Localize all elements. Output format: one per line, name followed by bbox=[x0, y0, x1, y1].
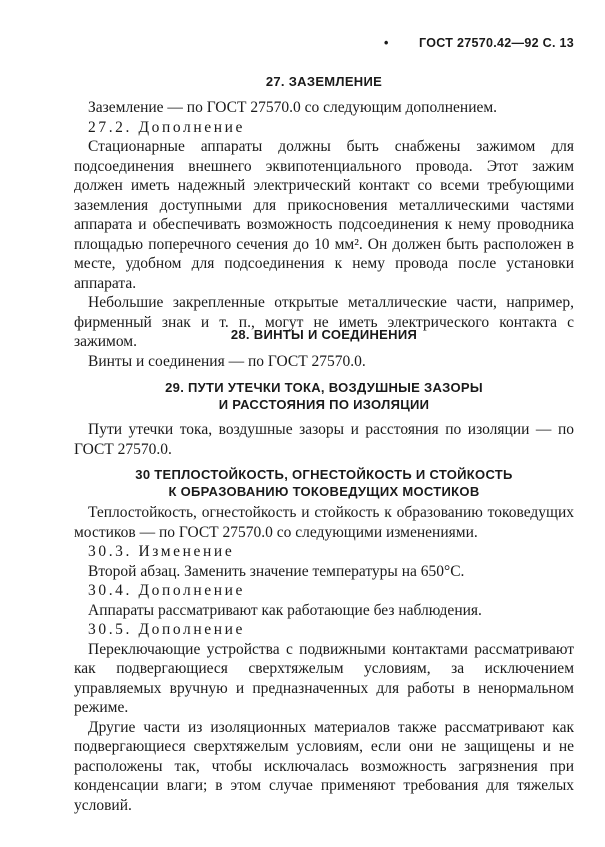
section-29-body bbox=[74, 420, 574, 459]
section-29-text: Пути утечки тока, воздушные зазоры и расстояния по изоляции — по ГОСТ 27570.0. bbox=[74, 421, 574, 458]
clause-30-3: 30.3. Изменение bbox=[88, 543, 235, 560]
section-30-title-line-2: К ОБРАЗОВАНИЮ ТОКОВЕДУЩИХ МОСТИКОВ bbox=[168, 484, 480, 499]
section-30-body bbox=[74, 503, 574, 815]
bullet-mark: • bbox=[384, 36, 389, 50]
section-30 bbox=[74, 466, 574, 500]
section-28 bbox=[74, 326, 574, 343]
section-27 bbox=[74, 73, 574, 90]
clause-30-3-text: Второй абзац. Заменить значение температуры на 650°С. bbox=[88, 562, 465, 580]
section-29-title-line-1: 29. ПУТИ УТЕЧКИ ТОКА, ВОЗДУШНЫЕ ЗАЗОРЫ bbox=[165, 380, 483, 395]
clause-27-2-para-2: Небольшие закрепленные открытые металлические части, например, фирменный знак и т. п., могут не иметь электрического контакта с зажимом. bbox=[74, 294, 574, 350]
standard-page-ref: ГОСТ 27570.42—92 С. 13 bbox=[419, 36, 574, 50]
clause-30-4: 30.4. Дополнение bbox=[88, 582, 246, 599]
section-27-intro: Заземление — по ГОСТ 27570.0 со следующим дополнением. bbox=[88, 99, 498, 116]
section-27-title: 27. ЗАЗЕМЛЕНИЕ bbox=[265, 74, 383, 89]
clause-30-5-para-2: Другие части из изоляционных материалов также рассматривают как подвергающиеся сверхтяжелым условиям, если они не защищены и не расположены так, чтобы исключалась возможность загрязнения при конденсации влаги; в этом случае применяют требования для тяжелых условий. bbox=[74, 718, 574, 814]
section-29 bbox=[74, 379, 574, 413]
section-28-title: 28. ВИНТЫ И СОЕДИНЕНИЯ bbox=[230, 327, 418, 342]
section-28-body bbox=[74, 352, 574, 372]
section-30-title-line-1: 30 ТЕПЛОСТОЙКОСТЬ, ОГНЕСТОЙКОСТЬ И СТОЙКОСТЬ bbox=[135, 467, 513, 482]
clause-27-2-para-1: Стационарные аппараты должны быть снабжены зажимом для подсоединения внешнего эквипотенциального провода. Этот зажим должен иметь надежный электрический контакт со всеми требующими заземления доступными для прикосновения металлическими частями аппарата и обеспечивать возможность подсоединения к нему проводника площадью поперечного сечения до 10 мм². Он должен быть расположен в месте, удобном для подсоединения к нему провода после установки аппарата. bbox=[74, 138, 574, 292]
section-29-title-line-2: И РАССТОЯНИЯ ПО ИЗОЛЯЦИИ bbox=[218, 397, 430, 412]
section-27-body bbox=[74, 98, 574, 352]
clause-30-5-para-1: Переключающие устройства с подвижными контактами рассматривают как подвергающиеся сверхтяжелым условиям, за исключением управляемых вручную и предназначенных для работы в ненормальном режиме. bbox=[74, 640, 574, 716]
section-28-text: Винты и соединения — по ГОСТ 27570.0. bbox=[88, 353, 366, 370]
page-header bbox=[74, 36, 574, 50]
clause-27-2: 27.2. Дополнение bbox=[88, 118, 246, 136]
clause-30-4-text: Аппараты рассматривают как работающие без наблюдения. bbox=[88, 601, 482, 619]
clause-30-5: 30.5. Дополнение bbox=[88, 621, 246, 638]
section-30-intro: Теплостойкость, огнестойкость и стойкость к образованию токоведущих мостиков — по ГОСТ 27570.0 со следующими изменениями. bbox=[74, 504, 574, 541]
